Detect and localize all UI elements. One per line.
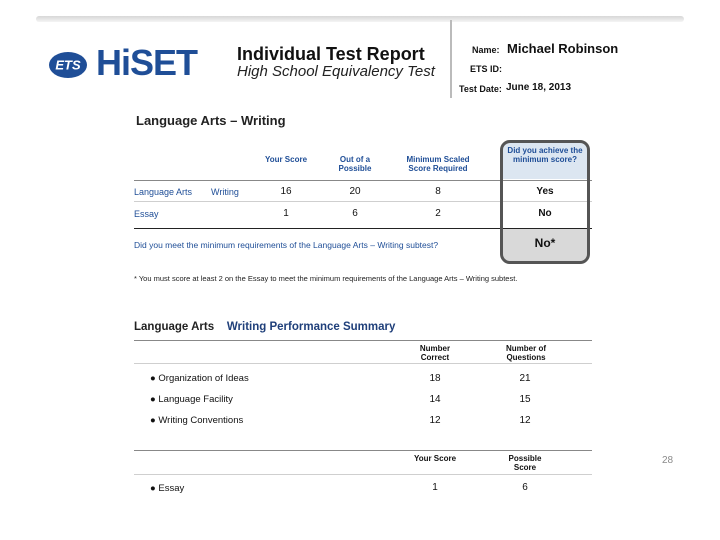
row-label-essay: Essay — [134, 209, 159, 219]
requirements-answer: No* — [534, 236, 556, 250]
ets-logo-icon — [47, 50, 93, 80]
performance-title-a: Language Arts — [134, 321, 215, 333]
essay-possible: 6 — [522, 482, 528, 493]
header-divider — [450, 20, 452, 98]
footnote: * You must score at least 2 on the Essay to meet the minimum requirements of the Language Arts – Writing subtest. — [134, 274, 518, 283]
slide-top-border — [36, 16, 684, 22]
cell-min-score: 8 — [435, 186, 441, 197]
test-date-value: June 18, 2013 — [506, 82, 572, 93]
report-title: Individual Test Report — [237, 44, 425, 64]
col-achieve: Did you achieve the minimum score? — [507, 146, 583, 164]
perf-row-label-text: Language Facility — [158, 394, 233, 405]
requirements-question: Did you meet the minimum requirements of the Language Arts – Writing subtest? — [134, 240, 439, 250]
essay-row-label: ● Essay — [150, 483, 185, 494]
row-label-writing: Writing — [211, 187, 239, 197]
essay-row-label-text: Essay — [158, 483, 185, 494]
table-rule — [134, 450, 592, 451]
cell-your-score: 1 — [283, 208, 289, 219]
page-number: 28 — [662, 455, 674, 466]
perf-questions: 12 — [519, 415, 531, 426]
table-rule — [134, 340, 592, 341]
performance-title-c: Performance Summary — [269, 321, 396, 333]
col-number-correct: Number Correct — [419, 344, 451, 362]
col-number-questions: Number of Questions — [506, 344, 546, 362]
ets-id-label: ETS ID: — [470, 64, 503, 74]
cell-your-score: 16 — [280, 186, 292, 197]
subtest-title-text: Language Arts – Writing — [136, 113, 286, 128]
perf-row-label: ● Organization of Ideas — [150, 373, 249, 384]
test-date-label: Test Date: — [459, 84, 502, 94]
essay-score: 1 — [432, 482, 438, 493]
cell-out-of: 6 — [352, 208, 358, 219]
col-out-of: Out of a Possible — [338, 155, 372, 173]
col-min-scaled: Minimum Scaled Score Required — [406, 155, 470, 173]
perf-correct: 14 — [429, 394, 441, 405]
table-rule — [134, 474, 592, 475]
name-label: Name: — [472, 45, 500, 55]
col-your-score-essay: Your Score — [413, 454, 457, 463]
hiset-logo: HiSET — [96, 42, 198, 83]
perf-row-label: ● Language Facility — [150, 394, 233, 405]
perf-row-label-text: Organization of Ideas — [158, 373, 249, 384]
row-label-language-arts: Language Arts — [134, 187, 193, 197]
name-value: Michael Robinson — [507, 41, 619, 56]
table-rule — [134, 363, 592, 364]
perf-questions: 21 — [519, 373, 531, 384]
cell-out-of: 20 — [349, 186, 361, 197]
perf-row-label: ● Writing Conventions — [150, 415, 244, 426]
perf-row-label-text: Writing Conventions — [158, 415, 244, 426]
performance-title-b: Writing — [226, 321, 267, 333]
perf-questions: 15 — [519, 394, 531, 405]
perf-correct: 18 — [429, 373, 441, 384]
cell-min-score: 2 — [435, 208, 441, 219]
subtest-title — [136, 113, 286, 128]
perf-correct: 12 — [429, 415, 441, 426]
achievement-highlight-box — [500, 140, 590, 264]
report-subtitle: High School Equivalency Test — [237, 63, 435, 80]
col-possible-score: Possible Score — [508, 454, 542, 472]
col-your-score: Your Score — [264, 155, 308, 164]
cell-achieved: No — [538, 208, 552, 219]
ets-logo-text: ETS — [55, 57, 81, 73]
cell-achieved: Yes — [536, 186, 554, 197]
performance-title — [134, 321, 395, 333]
